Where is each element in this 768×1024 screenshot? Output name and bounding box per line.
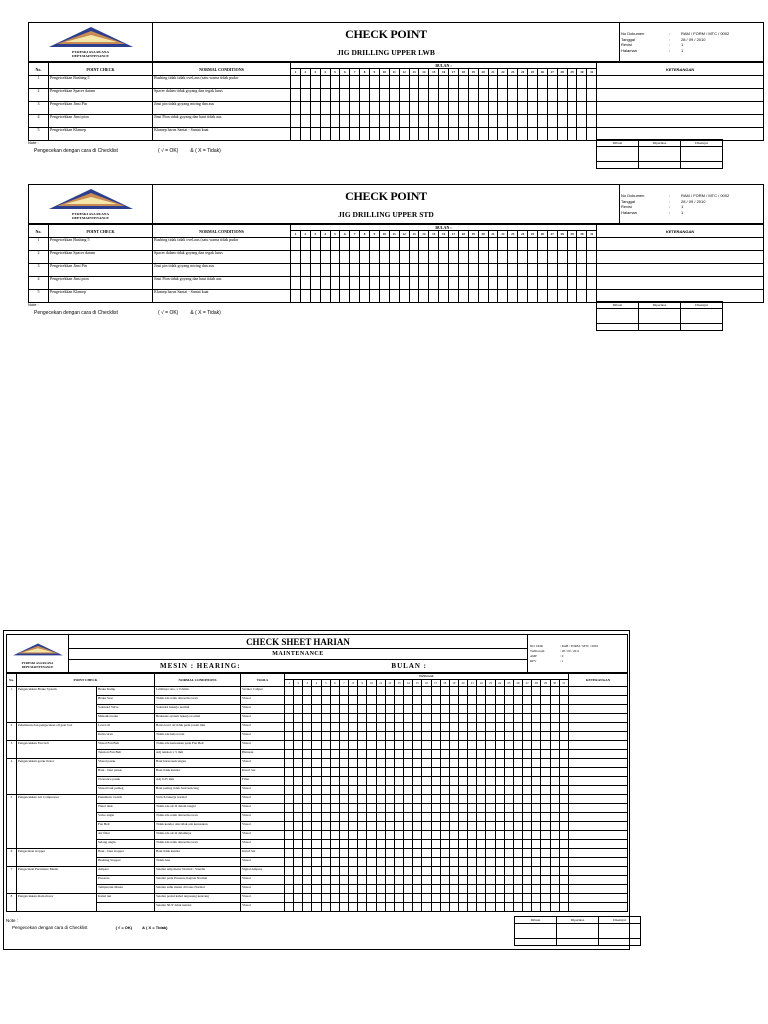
row-normal-condition: Jinsi Pion tidak goyang dan baut tidak aus (153, 115, 291, 128)
item-sub-point: Air filter (97, 831, 155, 840)
item-keterangan[interactable] (569, 750, 628, 759)
item-sub-point: Mekanis brake (97, 714, 155, 723)
item-tools: Visual (241, 696, 285, 705)
table-row (7, 732, 628, 741)
item-tools: Hulusan (241, 750, 285, 759)
table-row (7, 822, 628, 831)
item-keterangan[interactable] (569, 822, 628, 831)
item-keterangan[interactable] (569, 804, 628, 813)
row-point-check: Pengetcekkan Spacer datum (49, 89, 153, 102)
row-keterangan[interactable] (597, 102, 764, 115)
item-tools: Visual (241, 786, 285, 795)
row-day-cells[interactable] (291, 89, 597, 102)
row-day-cells[interactable] (291, 238, 597, 251)
item-day-cells[interactable] (285, 741, 569, 750)
item-sub-point: Water tank (97, 804, 155, 813)
table-row (29, 115, 764, 128)
company-dept: DEPT.MAINTENANCE (72, 216, 109, 220)
row-day-cells[interactable] (291, 264, 597, 277)
row-keterangan[interactable] (597, 277, 764, 290)
col-no: No. (29, 225, 49, 238)
table-row (29, 277, 764, 290)
item-normal-condition: Tidak ada retak dan kebocoran (155, 813, 241, 822)
item-normal-condition: Tidak ada kerusakan pada Fan Belt (155, 741, 241, 750)
table-row (7, 894, 628, 903)
item-tools: Vernier Caliper (241, 687, 285, 696)
table-row (7, 777, 628, 786)
item-normal-condition: Setelan pada Pressure Kepala Normal (155, 876, 241, 885)
group-point-check: Pengetcekkan Air Compressor (17, 795, 97, 849)
item-sub-point: Visual bauf pemeg (97, 786, 155, 795)
col-keterangan: KETERANGAN (597, 225, 764, 238)
item-tools: Visual (241, 903, 285, 912)
table-row (7, 885, 628, 894)
item-sub-point: Brake Kamp (97, 687, 155, 696)
item-day-cells[interactable] (285, 903, 569, 912)
row-day-cells[interactable] (291, 128, 597, 141)
item-normal-condition: Batas level oil tidak pada posisi min (155, 723, 241, 732)
item-tools: Kunci Set (241, 849, 285, 858)
day-number-header: 1 2 3 4 5 6 7 8 9 10 11 12 13 14 15 16 17 18 19 20 21 22 23 24 25 26 27 28 29 30 31 (291, 230, 596, 237)
table-row (7, 759, 628, 768)
check-table (28, 224, 764, 303)
item-normal-condition: Switch bekerja normal (155, 795, 241, 804)
item-sub-point: Visual Fan Belt (97, 741, 155, 750)
item-tools: Visual (241, 723, 285, 732)
item-keterangan[interactable] (569, 894, 628, 903)
table-row (7, 696, 628, 705)
table-row (29, 238, 764, 251)
group-no: 1 (7, 687, 17, 723)
row-day-cells[interactable] (291, 251, 597, 264)
item-day-cells[interactable] (285, 858, 569, 867)
row-normal-condition: Jinsi pin tidak goyang miring dan aus (153, 102, 291, 115)
row-normal-condition: Spacer dalam tidak goyang dan tegak lurus (153, 251, 291, 264)
company-name: PT.RESKI ASA RUANA (21, 660, 54, 665)
row-no: 4 (29, 277, 49, 290)
item-day-cells[interactable] (285, 723, 569, 732)
item-normal-condition: Adj tension ≤ 5 mm (155, 750, 241, 759)
item-tools: Signal Ampere (241, 867, 285, 876)
table-row (29, 264, 764, 277)
document-info: NO. DOK : RAB / FORM / MTC / 0002 TANGGAL : 28 / 09 / 2011 AMP : 0 REV : 1 (528, 635, 628, 673)
row-no: 5 (29, 128, 49, 141)
item-tools: Visual (241, 813, 285, 822)
row-point-check: Pengetcekkan Klamep (49, 290, 153, 303)
item-keterangan[interactable] (569, 849, 628, 858)
item-sub-point: Bushing Stopper (97, 858, 155, 867)
item-normal-condition: Baut pemeg tidak baut kencang (155, 786, 241, 795)
item-sub-point: Selang angin (97, 840, 155, 849)
item-day-cells[interactable] (285, 885, 569, 894)
item-normal-condition: Tidak kendor dan tidak ada kerusakan (155, 822, 241, 831)
item-normal-condition: Tidak ada air di dalam tangki (155, 804, 241, 813)
item-keterangan[interactable] (569, 840, 628, 849)
col-point-check: POINT CHECK (49, 63, 153, 76)
sheet-subtitle: JIG DRILLING UPPER STD (338, 210, 434, 219)
table-row (7, 831, 628, 840)
row-keterangan[interactable] (597, 89, 764, 102)
group-point-check: Pengetcekkan Brake System (17, 687, 97, 723)
table-row (7, 813, 628, 822)
item-tools: Visual (241, 759, 285, 768)
group-no: 5 (7, 795, 17, 849)
company-logo (29, 185, 153, 224)
item-day-cells[interactable] (285, 822, 569, 831)
row-point-check: Pengetcekkan Klamep (49, 128, 153, 141)
item-keterangan[interactable] (569, 696, 628, 705)
group-point-check: Pengecekan stopper (17, 849, 97, 867)
item-day-cells[interactable] (285, 714, 569, 723)
daily-subtitle: MAINTENANCE (69, 649, 528, 660)
row-day-cells[interactable] (291, 76, 597, 89)
item-normal-condition: Tidak ada air di dalamnya (155, 831, 241, 840)
table-row (7, 849, 628, 858)
signature-box-lwb: Dibuat Diperiksa Disetujui (596, 139, 723, 169)
col-no: No. (29, 63, 49, 76)
item-normal-condition: Baut harus kencangan (155, 759, 241, 768)
item-tools: Visual (241, 741, 285, 750)
group-point-check: Pengetcekkan Fan belt (17, 741, 97, 759)
col-tools: TOOLS (241, 674, 285, 687)
item-sub-point: Solenoid Valve (97, 705, 155, 714)
item-keterangan[interactable] (569, 885, 628, 894)
signature-box-std: Dibuat Diperiksa Disetujui (596, 301, 723, 331)
item-day-cells[interactable] (285, 687, 569, 696)
row-no: 2 (29, 251, 49, 264)
item-tools: Visual (241, 840, 285, 849)
item-sub-point: Baut - baut pasak (97, 768, 155, 777)
row-normal-condition: Bushing tidak tidak ovel,aus (satu warna tidak pudar (153, 238, 291, 251)
bulan-label: BULAN : (391, 661, 428, 670)
col-bulan: BULAN : 1 2 3 4 5 6 7 8 9 10 11 12 13 14 15 16 17 18 19 20 21 22 23 24 25 26 27 28 29 30 31 (291, 225, 597, 238)
row-point-check: Pengetcekkan Bushing 5 (49, 76, 153, 89)
sheet-subtitle: JIG DRILLING UPPER LWB (337, 48, 435, 57)
item-normal-condition: Tidak ada retak dan kebocoran (155, 696, 241, 705)
row-keterangan[interactable] (597, 115, 764, 128)
item-normal-condition: Adj 0.25 mm (155, 777, 241, 786)
item-keterangan[interactable] (569, 732, 628, 741)
item-tools: Visual (241, 831, 285, 840)
item-tools: Visual (241, 705, 285, 714)
document-info: No Dokumen : RAM / FORM / MTC / 0002 Tanggal : 28 / 09 / 2010 Revisi : 1 Halaman : 1 (620, 185, 764, 224)
row-normal-condition: Spacer dalam tidak goyang dan tegak lurus (153, 89, 291, 102)
row-point-check: Pengetcekkan Jinsi pion (49, 277, 153, 290)
col-bulan: BULAN : 1 2 3 4 5 6 7 8 9 10 11 12 13 14 15 16 17 18 19 20 21 22 23 24 25 26 27 28 29 30 31 (291, 63, 597, 76)
item-normal-condition: Lebihnya rata, ≤ 0.5mm (155, 687, 241, 696)
row-keterangan[interactable] (597, 238, 764, 251)
item-sub-point: Baut - baut stopper (97, 849, 155, 858)
item-keterangan[interactable] (569, 786, 628, 795)
item-day-cells[interactable] (285, 840, 569, 849)
item-sub-point: Valve angin (97, 813, 155, 822)
company-logo (29, 23, 153, 62)
table-row (7, 768, 628, 777)
item-keterangan[interactable] (569, 867, 628, 876)
group-no: 4 (7, 759, 17, 795)
table-row (7, 786, 628, 795)
item-keterangan[interactable] (569, 768, 628, 777)
row-keterangan[interactable] (597, 264, 764, 277)
company-logo (7, 635, 69, 673)
item-sub-point: Level oli (97, 723, 155, 732)
item-normal-condition: Setelan posisi kabel terpasang kencang (155, 894, 241, 903)
table-row (7, 714, 628, 723)
row-no: 2 (29, 89, 49, 102)
col-keterangan: KETERANGAN (597, 63, 764, 76)
signature-box-daily: Dibuat Diperiksa Disetujui (514, 916, 641, 946)
item-day-cells[interactable] (285, 759, 569, 768)
table-row (7, 858, 628, 867)
item-sub-point: Ampere (97, 867, 155, 876)
item-tools: Visual (241, 822, 285, 831)
row-no: 5 (29, 290, 49, 303)
item-keterangan[interactable] (569, 858, 628, 867)
table-row (7, 795, 628, 804)
row-no: 3 (29, 102, 49, 115)
group-point-check: Pelumasan dan pengecekan oil gear box (17, 723, 97, 741)
group-no: 2 (7, 723, 17, 741)
document-info: No Dokumen : RAM / FORM / MTC / 0002 Tanggal : 28 / 09 / 2010 Revisi : 1 Halaman : 1 (620, 23, 764, 62)
col-normal-conditions: NORMAL CONDITIONS (153, 63, 291, 76)
daily-check-table (6, 673, 628, 912)
item-tools: Visual (241, 858, 285, 867)
item-normal-condition: Setelan NUT tidak kendor (155, 903, 241, 912)
row-day-cells[interactable] (291, 277, 597, 290)
note-sheet-lwb: Note : Pengecekan dengan cara di Checklist ( √ = OK) & ( X = Tidak) (28, 140, 221, 154)
pyramid-logo-icon (12, 639, 64, 661)
item-sub-point: Pressure (97, 876, 155, 885)
item-keterangan[interactable] (569, 714, 628, 723)
item-tools: Visual (241, 795, 285, 804)
item-day-cells[interactable] (285, 768, 569, 777)
row-point-check: Pengetcekkan Jinsi pion (49, 115, 153, 128)
day-number-header: 1 2 3 4 5 6 7 8 9 10 11 12 13 14 15 16 17 18 19 20 21 22 23 24 25 26 27 28 29 30 31 (285, 679, 568, 686)
group-no: 6 (7, 849, 17, 867)
row-point-check: Pengetcekkan Bushing 5 (49, 238, 153, 251)
item-day-cells[interactable] (285, 705, 569, 714)
item-normal-condition: Tidak ada retak dan kebocoran (155, 840, 241, 849)
table-row (7, 687, 628, 696)
item-day-cells[interactable] (285, 750, 569, 759)
mesin-label: MESIN : HEARING: (160, 661, 241, 670)
sheet-header-table (28, 22, 764, 62)
company-name: PT.RESKI ASA RUANA (72, 50, 109, 54)
item-tools: Filler (241, 777, 285, 786)
item-sub-point: Fan Belt (97, 822, 155, 831)
row-keterangan[interactable] (597, 76, 764, 89)
row-normal-condition: Bushing tidak tidak ovel,aus (satu warna tidak pudar (153, 76, 291, 89)
item-day-cells[interactable] (285, 813, 569, 822)
row-normal-condition: Jinsi Pion tidak goyang dan baut tidak aus (153, 277, 291, 290)
table-row (7, 705, 628, 714)
item-keterangan[interactable] (569, 795, 628, 804)
row-keterangan[interactable] (597, 251, 764, 264)
col-normal-conditions: NORMAL CONDITIONS (155, 674, 241, 687)
table-row (29, 76, 764, 89)
item-day-cells[interactable] (285, 894, 569, 903)
item-tools: Kunci Set (241, 768, 285, 777)
item-normal-condition: Tidak Aus (155, 858, 241, 867)
table-row (29, 251, 764, 264)
item-day-cells[interactable] (285, 795, 569, 804)
table-row (29, 102, 764, 115)
item-keterangan[interactable] (569, 813, 628, 822)
item-day-cells[interactable] (285, 867, 569, 876)
table-row (7, 867, 628, 876)
sheet-title: CHECK POINT (345, 27, 427, 41)
group-no: 8 (7, 894, 17, 912)
item-normal-condition: Setelan suhu mesin di batas Normal (155, 885, 241, 894)
table-row (7, 723, 628, 732)
check-sheet-harian (6, 634, 628, 912)
item-normal-condition: Baut tidak kendor (155, 849, 241, 858)
item-day-cells[interactable] (285, 777, 569, 786)
item-normal-condition: Brakeans system bekerja normal (155, 714, 241, 723)
row-day-cells[interactable] (291, 102, 597, 115)
item-keterangan[interactable] (569, 777, 628, 786)
item-sub-point: Temperatur Mesin (97, 885, 155, 894)
item-normal-condition: Solenoid bekerja normal (155, 705, 241, 714)
company-dept: DEPT.MAINTENANCE (72, 54, 109, 58)
table-row (7, 840, 628, 849)
col-no: No. (7, 674, 17, 687)
item-day-cells[interactable] (285, 696, 569, 705)
row-no: 1 (29, 238, 49, 251)
company-dept: DEPT.MAINTENANCE (21, 664, 54, 669)
pyramid-logo-icon (47, 26, 135, 50)
item-keterangan[interactable] (569, 759, 628, 768)
day-number-header: 1 2 3 4 5 6 7 8 9 10 11 12 13 14 15 16 17 18 19 20 21 22 23 24 25 26 27 28 29 30 31 (291, 68, 596, 75)
item-normal-condition: Baut tidak kendor (155, 768, 241, 777)
check-point-sheet-std (28, 184, 764, 303)
row-no: 3 (29, 264, 49, 277)
row-day-cells[interactable] (291, 115, 597, 128)
item-keterangan[interactable] (569, 723, 628, 732)
group-point-check: Pengetcekkan gerak motor (17, 759, 97, 795)
item-keterangan[interactable] (569, 876, 628, 885)
item-tools: Visual (241, 894, 285, 903)
check-point-sheet-lwb (28, 22, 764, 141)
daily-title: CHECK SHEET HARIAN (69, 635, 528, 649)
col-tanggal: TANGGAL 1 2 3 4 5 6 7 8 9 10 11 12 13 14 15 16 17 18 19 20 21 22 23 24 25 26 27 28 29 30 31 (285, 674, 569, 687)
company-name: PT.RESKI ASA RUANA (72, 212, 109, 216)
item-keterangan[interactable] (569, 903, 628, 912)
row-normal-condition: Klamep harus Santai - Santai kuat (153, 290, 291, 303)
item-day-cells[interactable] (285, 831, 569, 840)
daily-header-table (6, 634, 628, 673)
sheet-title: CHECK POINT (345, 189, 427, 203)
item-sub-point: Visual pasak (97, 759, 155, 768)
sheet-header-table (28, 184, 764, 224)
item-day-cells[interactable] (285, 804, 569, 813)
check-table (28, 62, 764, 141)
pyramid-logo-icon (47, 188, 135, 212)
item-day-cells[interactable] (285, 732, 569, 741)
item-sub-point: Kabel nut (97, 894, 155, 903)
item-sub-point: Clearance pasak (97, 777, 155, 786)
group-no: 3 (7, 741, 17, 759)
table-row (7, 804, 628, 813)
item-tools: Visual (241, 732, 285, 741)
row-normal-condition: Klamep harus Santai - Santai kuat (153, 128, 291, 141)
item-tools: Visual (241, 885, 285, 894)
item-sub-point: Kebocoran (97, 732, 155, 741)
item-day-cells[interactable] (285, 849, 569, 858)
item-normal-condition: Setelan amp meter Normal / Standar (155, 867, 241, 876)
item-sub-point (97, 903, 155, 912)
table-row (7, 903, 628, 912)
row-point-check: Pengetcekkan Jinsi Pin (49, 102, 153, 115)
group-point-check: Pengetcekkan main motor (17, 894, 97, 912)
item-sub-point: Tension Fan Belt (97, 750, 155, 759)
table-row (29, 89, 764, 102)
item-keterangan[interactable] (569, 831, 628, 840)
group-point-check: Pengecekan Parameter Mesin (17, 867, 97, 894)
table-row (7, 741, 628, 750)
item-tools: Visual (241, 804, 285, 813)
row-no: 4 (29, 115, 49, 128)
item-tools: Visual (241, 876, 285, 885)
col-keterangan: KETERANGAN (569, 674, 628, 687)
table-row (7, 750, 628, 759)
col-point-check: POINT CHECK (17, 674, 155, 687)
col-normal-conditions: NORMAL CONDITIONS (153, 225, 291, 238)
item-keterangan[interactable] (569, 687, 628, 696)
item-sub-point: Pneumatic switch (97, 795, 155, 804)
table-row (7, 876, 628, 885)
col-point-check: POINT CHECK (49, 225, 153, 238)
item-day-cells[interactable] (285, 876, 569, 885)
item-tools: Visual (241, 714, 285, 723)
item-day-cells[interactable] (285, 786, 569, 795)
group-no: 7 (7, 867, 17, 894)
row-point-check: Pengetcekkan Spacer datum (49, 251, 153, 264)
item-keterangan[interactable] (569, 741, 628, 750)
item-sub-point: Brake Stoe (97, 696, 155, 705)
item-normal-condition: Tidak ada kebocoran (155, 732, 241, 741)
row-normal-condition: Jinsi pin tidak goyang miring dan aus (153, 264, 291, 277)
item-keterangan[interactable] (569, 705, 628, 714)
note-sheet-std: Note : Pengecekan dengan cara di Checklist ( √ = OK) & ( X = Tidak) (28, 302, 221, 316)
row-day-cells[interactable] (291, 290, 597, 303)
row-point-check: Pengetcekkan Jinsi Pin (49, 264, 153, 277)
note-daily: Note : Pengecekan dengan cara di Checklist ( √ = OK) & ( X = Tidak) (6, 918, 168, 930)
row-no: 1 (29, 76, 49, 89)
